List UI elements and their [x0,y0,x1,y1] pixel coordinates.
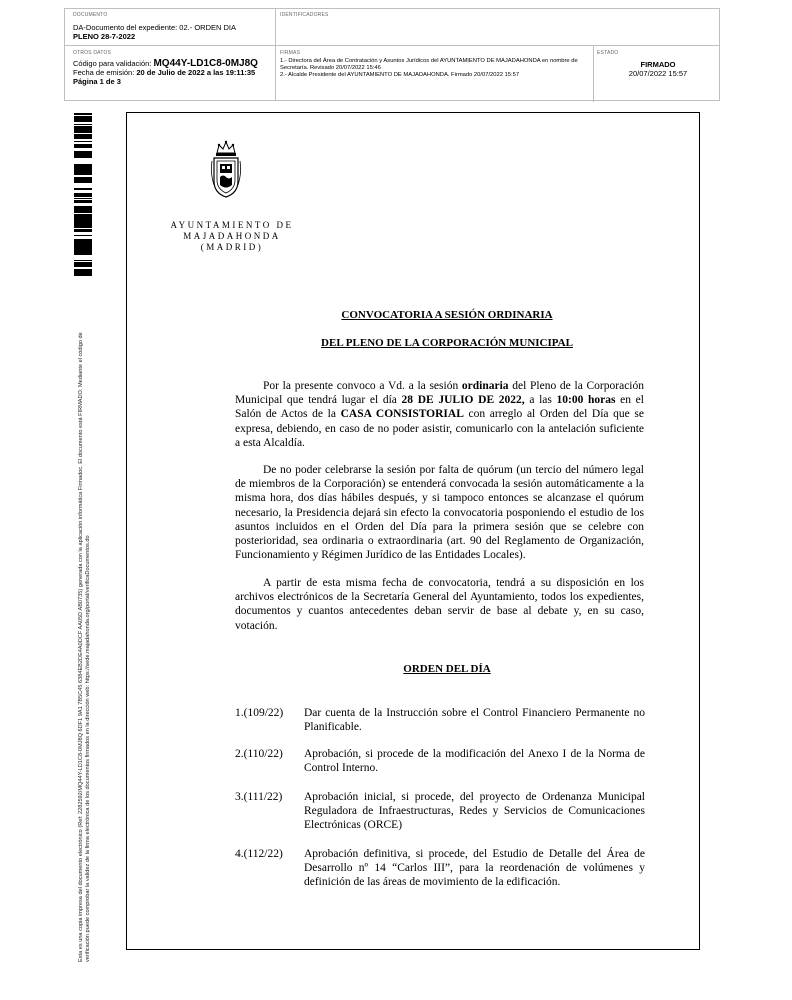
agenda-item-number: 4.(112/22) [235,848,283,860]
document-title: CONVOCATORIA A SESIÓN ORDINARIA [341,309,553,321]
codigo-validacion: Código para validación: MQ44Y-LD1C8-0MJ8Q [73,58,258,69]
estado-date: 20/07/2022 15:57 [628,69,688,78]
agenda-item-number: 3.(111/22) [235,791,283,803]
estado-cell [597,50,719,78]
firmas-cell [280,50,590,79]
pagina: Página 1 de 3 [73,77,121,86]
coat-of-arms-icon [209,139,243,201]
orden-del-dia-title: ORDEN DEL DÍA [403,663,491,675]
documento-line1: DA-Documento del expediente: 02.- ORDEN DIA [73,23,236,32]
agenda-item-text: Aprobación inicial, si procede, del proyecto de Ordenanza Municipal Reguladora de Infraestructuras, Redes y Servicios de Comunicaciones Electrónicas (ORCE) [304,791,645,832]
agenda-item-text: Dar cuenta de la Instrucción sobre el Control Financiero Permanente no Planificable. [304,707,645,734]
ayuntamiento-line3: (MADRID) [200,242,264,252]
otros-datos-label: OTROS DATOS [73,50,112,56]
paragraph-convocatoria: Por la presente convoco a Vd. a la sesión ordinaria del Pleno de la Corporación Municipal que tendrá lugar el día 28 DE JULIO DE 2022, a las 10:00 horas en el Salón de Actos de la CASA CONSISTORIAL con arreglo al Orden del Día que se expresa, debiendo, en caso de no poder asistir, comunicarlo con la antelación suficiente a esta Alcaldía. [235,380,644,449]
signature-header [64,8,720,101]
agenda-item-number: 2.(110/22) [235,748,283,760]
side-text-line2: verificación puede comprobar la validez de la firma electrónica de los documentos firmados en la dirección web: https://sede.majadahonda.org/portal/verificaDocumentos.do [85,535,91,962]
estado-value: FIRMADO [640,60,676,69]
fecha-emision: Fecha de emisión: 20 de Julio de 2022 a las 19:11:35 [73,68,256,77]
documento-label: DOCUMENTO [73,12,108,18]
document-subtitle: DEL PLENO DE LA CORPORACIÓN MUNICIPAL [321,337,573,349]
identificadores-cell [280,12,580,18]
ayuntamiento-line2: MAJADAHONDA [183,231,281,241]
documento-line2: PLENO 28-7-2022 [73,32,136,41]
agenda-item-text: Aprobación definitiva, si procede, del Estudio de Detalle del Área de Desarrollo nº 14 “Carlos III”, para la reordenación de volúmenes y definición de las áreas de movimiento de la edificación. [304,848,645,889]
barcode-icon [74,112,92,276]
firmas-label: FIRMAS [280,50,301,56]
document-page [126,112,700,950]
paragraph-quorum: De no poder celebrarse la sesión por falta de quórum (un tercio del número legal de miembros de la Corporación) se entenderá convocada la sesión automáticamente a la misma hora, dos días hábiles después, y si tampoco entonces se alcanzase el quórum necesario, la Presidencia dejará sin efecto la convocatoria posponiendo el estudio de los asuntos incluidos en el Orden del Día para la primera sesión que se celebre con posterioridad, sea ordinaria o extraordinaria (art. 90 del Reglamento de Organización, Funcionamiento y Régimen Jurídico de las Entidades Locales). [235,464,644,562]
firma-1: 1.- Directora del Área de Contratación y Asuntos Jurídicos del AYUNTAMIENTO DE MAJADAHONDA en nombre de Secretaría. Revisado 20/07/2022 15:46 [280,58,578,71]
side-text-line1: Esta es una copia impresa del documento electrónico (Ref: 2282592/MQ44Y-LD1C8-0MJ8Q 6DF1 9A1 7B5C45 6384EB2DE4A0DCF AA05D AB0735) generada con la aplicación informática Firmadoc. El documento está FIRMADO. Mediante el código de [78,332,84,962]
agenda-item-text: Aprobación, si procede de la modificación del Anexo I de la Norma de Control Interno. [304,748,645,775]
codigo-validacion-value: MQ44Y-LD1C8-0MJ8Q [153,58,258,69]
firma-2: 2.- Alcalde Presidente del AYUNTAMIENTO DE MAJADAHONDA. Firmado 20/07/2022 15:57 [280,72,520,78]
ayuntamiento-heading [157,220,307,253]
verification-side-text [78,297,92,962]
estado-label: ESTADO [597,50,619,56]
documento-cell [73,12,273,41]
ayuntamiento-line1: AYUNTAMIENTO DE [170,220,294,230]
agenda-item-number: 1.(109/22) [235,707,284,719]
identificadores-label: IDENTIFICADORES [280,12,329,18]
paragraph-archivos: A partir de esta misma fecha de convocatoria, tendrá a su disposición en los archivos electrónicos de la Secretaría General del Ayuntamiento, todos los expedientes, documentos y cuantos antecedentes deban servir de base al debate y, en su caso, votación. [235,577,644,632]
otros-datos-cell [73,50,273,86]
